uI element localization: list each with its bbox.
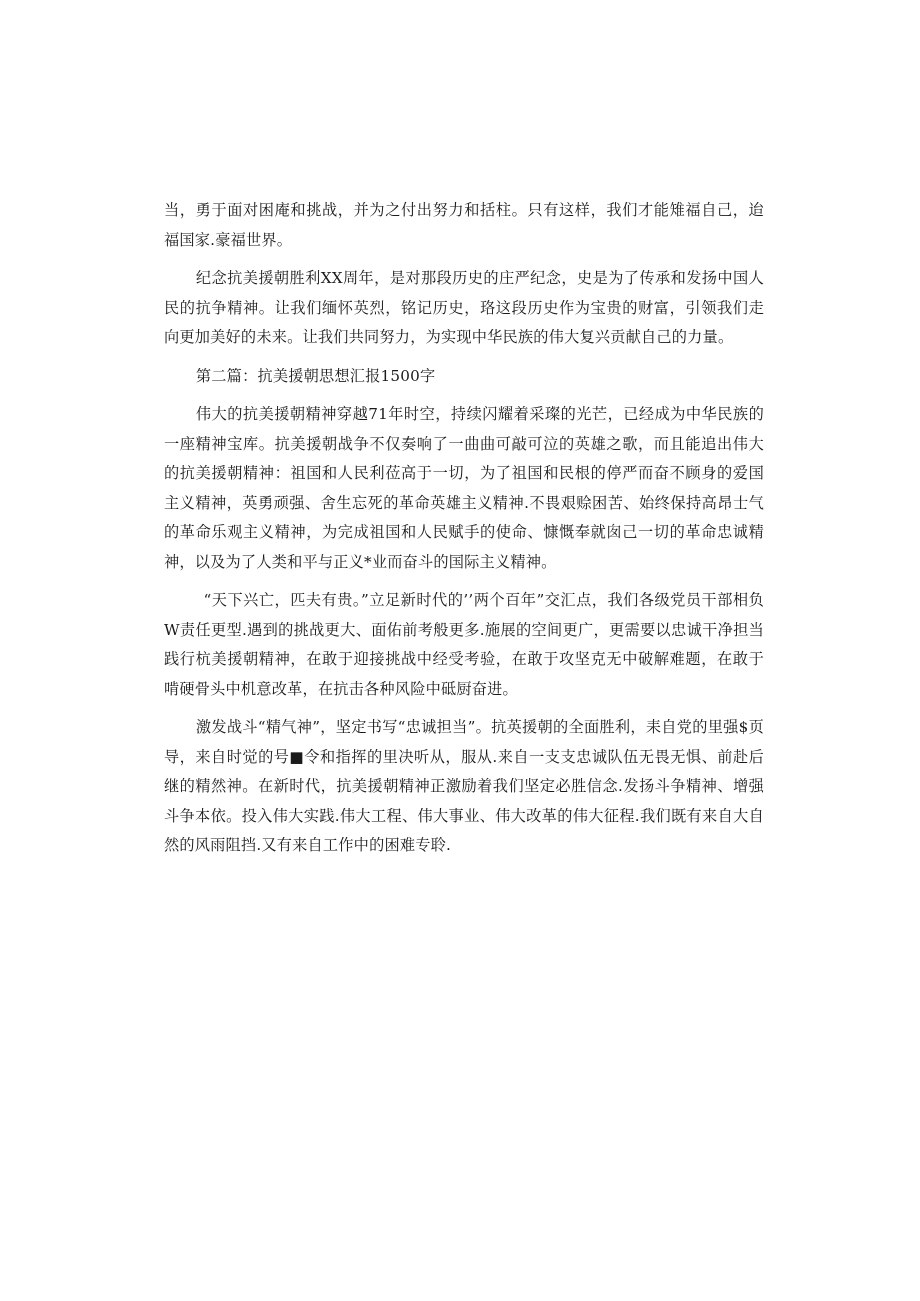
paragraph-continuation: 当，勇于面对困庵和挑战，并为之付出努力和括柱。只有这样，我们才能雉福自己，迨福国家.豪福世界。 bbox=[164, 201, 764, 249]
paragraph-spirit: 伟大的抗美援朝精神穿越71年时空，持续闪耀着采璨的光芒，已经成为中华民族的一座精神宝库。抗美援朝战争不仅奏响了一曲曲可敲可泣的英雄之歌，而且能追出伟大的抗美援朝精神：祖国和人民利莅高于一切，为了祖国和民根的停严而奋不顾身的爱国主义精神，英勇顽强、舍生忘死的革命英雄主义精神.不畏艰赊困苦、始终保持高昂士气的革命乐观主义精神，为完成祖国和人民赋手的使命、慷慨奉就囱己一切的革命忠诚精神，以及为了人类和平与正义*业而奋斗的国际主义精神。 bbox=[164, 405, 764, 571]
paragraph-fighting-spirit: 激发战斗“精气神”，坚定书写“忠诚担当”。抗英援朝的全面胜利，耒自党的里强$页导，来自时觉的号■令和指挥的里决听从，服从.来自一支支忠诚队伍无畏无惧、前赴后继的精然神。在新时代，抗美援朝精神正激励着我们坚定必胜信念.发扬斗争精神、增强斗争本依。投入伟大实践.伟大工程、伟大事业、伟大改革的伟大征程.我们既有来自大自然的风雨阻挡.又有来自工作中的困难专聆. bbox=[164, 718, 764, 854]
paragraph-commemoration: 纪念抗美援朝胜利XX周年，是对那段历史的庄严纪念，史是为了传承和发扬中国人民的抗争精神。让我们缅怀英烈，铭记历史，珞这段历史作为宝贵的财富，引领我们走向更加美好的未来。让我们共同努力，为实现中华民族的伟大复兴贡献自己的力量。 bbox=[164, 269, 764, 346]
paragraph-responsibility: “天下兴亡，匹夫有贵。”立足新时代的’’两个百年”交汇点，我们各级党员干部相负W责任更型.遇到的挑战更大、面佑前考般更多.施展的空间更广，更需要以忠诚干净担当践行杭美援朝精神，在敢于迎接挑战中经受考验，在敢于攻坚克无中破解难题，在敢于啃硬骨头中机意改革，在抗击各种风险中砥厨奋进。 bbox=[164, 591, 764, 698]
section-heading: 第二篇：抗美援朝思想汇报1500字 bbox=[195, 366, 436, 385]
document-body bbox=[164, 196, 764, 870]
